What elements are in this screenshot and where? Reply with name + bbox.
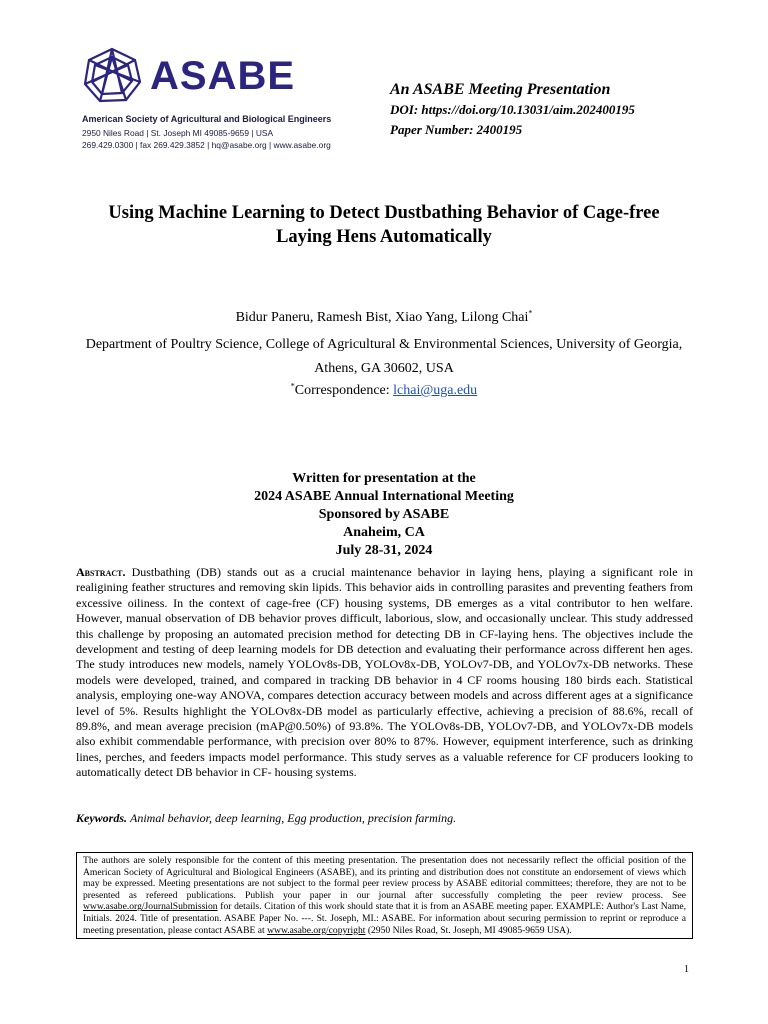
affiliation-line: Department of Poultry Science, College of Agricultural & Environmental Sciences, University of Georgia,	[85, 337, 683, 352]
meeting-info	[390, 80, 635, 140]
paper-number: Paper Number: 2400195	[390, 122, 523, 137]
affiliation	[60, 333, 708, 381]
presentation-line: Written for presentation at the	[292, 471, 476, 486]
correspondence-label: Correspondence:	[294, 383, 394, 398]
globe-icon	[80, 46, 144, 106]
title-line: Laying Hens Automatically	[276, 227, 492, 247]
author-names: Bidur Paneru, Ramesh Bist, Xiao Yang, Lilong Chai	[235, 310, 529, 325]
journal-submission-link[interactable]: www.asabe.org/JournalSubmission	[83, 901, 218, 913]
doi[interactable]: DOI: https://doi.org/10.13031/aim.202400195	[390, 102, 635, 117]
correspondence-email-link[interactable]: lchai@uga.edu	[393, 383, 478, 398]
presentation-line: July 28-31, 2024	[335, 543, 433, 558]
copyright-link[interactable]: www.asabe.org/copyright	[267, 924, 366, 936]
abstract	[76, 565, 693, 781]
correspondence	[60, 381, 708, 401]
presentation-line: 2024 ASABE Annual International Meeting	[254, 489, 514, 504]
meeting-label: An ASABE Meeting Presentation	[390, 81, 611, 98]
asabe-logo	[80, 46, 370, 156]
abstract-label: Abstract.	[76, 565, 126, 579]
correspondence-marker: *	[290, 381, 295, 391]
logo-address: 2950 Niles Road | St. Joseph MI 49085-9659 | USA	[82, 128, 274, 138]
page-number: 1	[684, 964, 689, 975]
keywords	[76, 810, 693, 826]
disclaimer-box	[76, 852, 693, 939]
abstract-text: Dustbathing (DB) stands out as a crucial maintenance behavior in laying hens, playing a significant role in realigining feather structures and removing skin lipids. This behavior aids in controlling parasites and preventing feathers from excessive oiliness. In the context of cage-free (CF) housing systems, DB emerges as a vital contributor to hen welfare. However, manual observation of DB behavior proves difficult, laborious, slow, and occasionally unclear. This study addressed this challenge by proposing an automated precision method for detecting DB in CF-laying hens. The objectives include the development and testing of deep learning models for DB detection and evaluating their performance across different hen ages. The study introduces new models, namely YOLOv8s-DB, YOLOv8x-DB, YOLOv7-DB, and YOLOv7x-DB networks. These models were developed, trained, and compared in tracking DB behavior in 4 CF rooms housing 180 birds each. Statistical analysis, employing one-way ANOVA, compares detection accuracy between models and across different ages at a significance level of 5%. Results highlight the YOLOv8x-DB model as particularly effective, achieving a precision of 88.6%, recall of 89.8%, and mean average precision (mAP@0.50%) of 93.8%. The YOLOv8s-DB, YOLOv7-DB, and YOLOv7x-DB models also exhibit commendable performance, with precision over 80% to 87%. However, equipment interference, such as drinking lines, perches, and feeders impacts model performance. This study serves as a valuable reference for CF producers looking to automatically detect DB behavior in CF- housing systems.	[76, 565, 694, 780]
logo-org-name: American Society of Agricultural and Biological Engineers	[82, 114, 332, 124]
title-line: Using Machine Learning to Detect Dustbathing Behavior of Cage-free	[108, 203, 660, 223]
presentation-line: Sponsored by ASABE	[318, 507, 450, 522]
presentation-line: Anaheim, CA	[343, 525, 425, 540]
keywords-label: Keywords.	[76, 811, 127, 825]
disclaimer-text: The authors are solely responsible for the content of this meeting presentation. The presentation does not necessarily reflect the official position of the American Society of Agricultural and Biological Engineers (ASABE), and its printing and distribution does not constitute an endorsement of views which may be expressed. Meeting presentations are not subject to the formal peer review process by ASABE editorial committees; therefore, they are not to be presented as refereed publications. Publish your paper in our journal after successfully completing the peer review process. See	[83, 855, 686, 901]
authors	[60, 308, 708, 328]
affiliation-line: Athens, GA 30602, USA	[314, 361, 454, 376]
logo-contact: 269.429.0300 | fax 269.429.3852 | hq@asabe.org | www.asabe.org	[82, 140, 331, 150]
author-marker: *	[528, 308, 533, 318]
disclaimer-text: for details. Citation of this work should state that it is from an ASABE meeting paper. EXAMPLE: Author's Last Name, Initials. 2024. Title of presentation. ASABE Paper No. ---. St. Joseph, MI.: ASABE. For information about securing permission to reprint or reproduce a meeting presentation, please contact ASABE at	[83, 901, 686, 936]
disclaimer-text: (2950 Niles Road, St. Joseph, MI 49085-9659 USA).	[365, 924, 572, 936]
paper-title	[60, 201, 708, 249]
keywords-text: Animal behavior, deep learning, Egg production, precision farming.	[130, 811, 457, 825]
presentation-info	[160, 470, 608, 560]
logo-wordmark: ASABE	[150, 54, 296, 98]
